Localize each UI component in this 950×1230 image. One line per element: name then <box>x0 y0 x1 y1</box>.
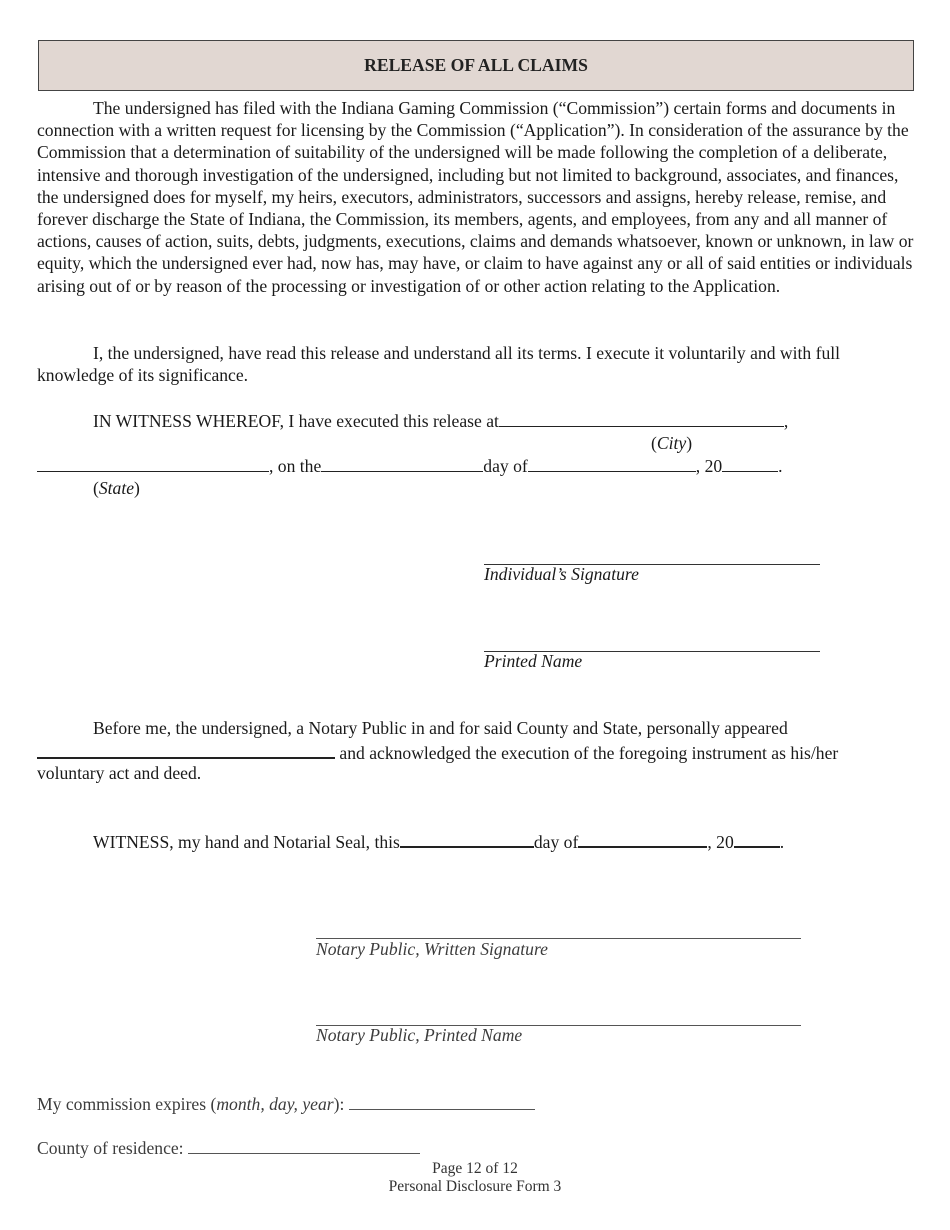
form-title: RELEASE OF ALL CLAIMS <box>38 40 914 91</box>
voluntary-act-text: voluntary act and deed. <box>37 763 202 783</box>
commission-expires-line: My commission expires (month, day, year): <box>37 1092 535 1115</box>
page-number: Page 12 of 12 <box>432 1160 518 1177</box>
city-field[interactable] <box>499 409 784 427</box>
notary-day-of-text: day of <box>533 832 579 852</box>
release-paragraph: The undersigned has filed with the Indiana Gaming Commission (“Commission”) certain forms and documents in connection with a written request for licensing by the Commission (“Application”). In consideration of the assurance by the Commission that a determination of suitability of the undersigned will be made following the completion of a deliberate, intensive and thorough investigation of the undersigned, including but not limited to background, associates, and finances, the undersigned does for myself, my heirs, executors, administrators, successors and assigns, hereby release, remise, and forever discharge the State of Indiana, the Commission, its members, agents, and employees, from any and all manner of actions, causes of action, suits, debts, judgments, executions, claims and demands whatsoever, known or unknown, in law or equity, which the undersigned ever had, now has, may have, or claim to have against any or all of said entities or individuals arising out of or by reason of the processing or investigation of or other action relating to the Application. <box>37 98 914 296</box>
city-label: (City) <box>651 433 693 453</box>
state-field[interactable] <box>37 454 269 472</box>
notary-day-field[interactable] <box>400 829 534 848</box>
county-residence-field[interactable] <box>188 1136 420 1154</box>
notary-acknowledged-line <box>37 740 838 764</box>
notarial-seal-line <box>93 829 784 853</box>
notary-before-me: Before me, the undersigned, a Notary Public in and for said County and State, personally appeared <box>93 718 788 738</box>
notary-year-field[interactable] <box>734 829 780 848</box>
acknowledged-text: and acknowledged the execution of the foregoing instrument as his/her <box>339 743 839 763</box>
year-prefix: , 20 <box>695 456 723 476</box>
date-line <box>37 454 783 477</box>
state-label: (State) <box>93 478 140 498</box>
acknowledgment-paragraph: I, the undersigned, have read this release and understand all its terms. I execute it voluntarily and with full knowledge of its significance. <box>37 343 841 386</box>
notary-signature-label: Notary Public, Written Signature <box>316 939 548 959</box>
month-field[interactable] <box>528 454 696 472</box>
printed-name-label: Printed Name <box>484 651 583 671</box>
on-the-text: , on the <box>269 456 322 476</box>
notary-period: . <box>779 832 785 852</box>
witness-hand-text: WITNESS, my hand and Notarial Seal, this <box>93 832 400 852</box>
notary-year-prefix: , 20 <box>707 832 734 852</box>
form-name: Personal Disclosure Form 3 <box>388 1178 562 1195</box>
comma: , <box>783 411 789 431</box>
county-residence-line: County of residence: <box>37 1136 420 1159</box>
witness-whereof-text: IN WITNESS WHEREOF, I have executed this release at <box>93 411 499 431</box>
appeared-name-field[interactable] <box>37 740 335 759</box>
commission-expires-field[interactable] <box>349 1092 535 1110</box>
day-of-text: day of <box>483 456 528 476</box>
witness-whereof-line <box>93 409 788 432</box>
period: . <box>778 456 783 476</box>
day-field[interactable] <box>321 454 483 472</box>
notary-printed-name-label: Notary Public, Printed Name <box>316 1025 523 1045</box>
year-field[interactable] <box>722 454 778 472</box>
individual-signature-label: Individual’s Signature <box>484 564 639 584</box>
notary-month-field[interactable] <box>578 829 707 848</box>
